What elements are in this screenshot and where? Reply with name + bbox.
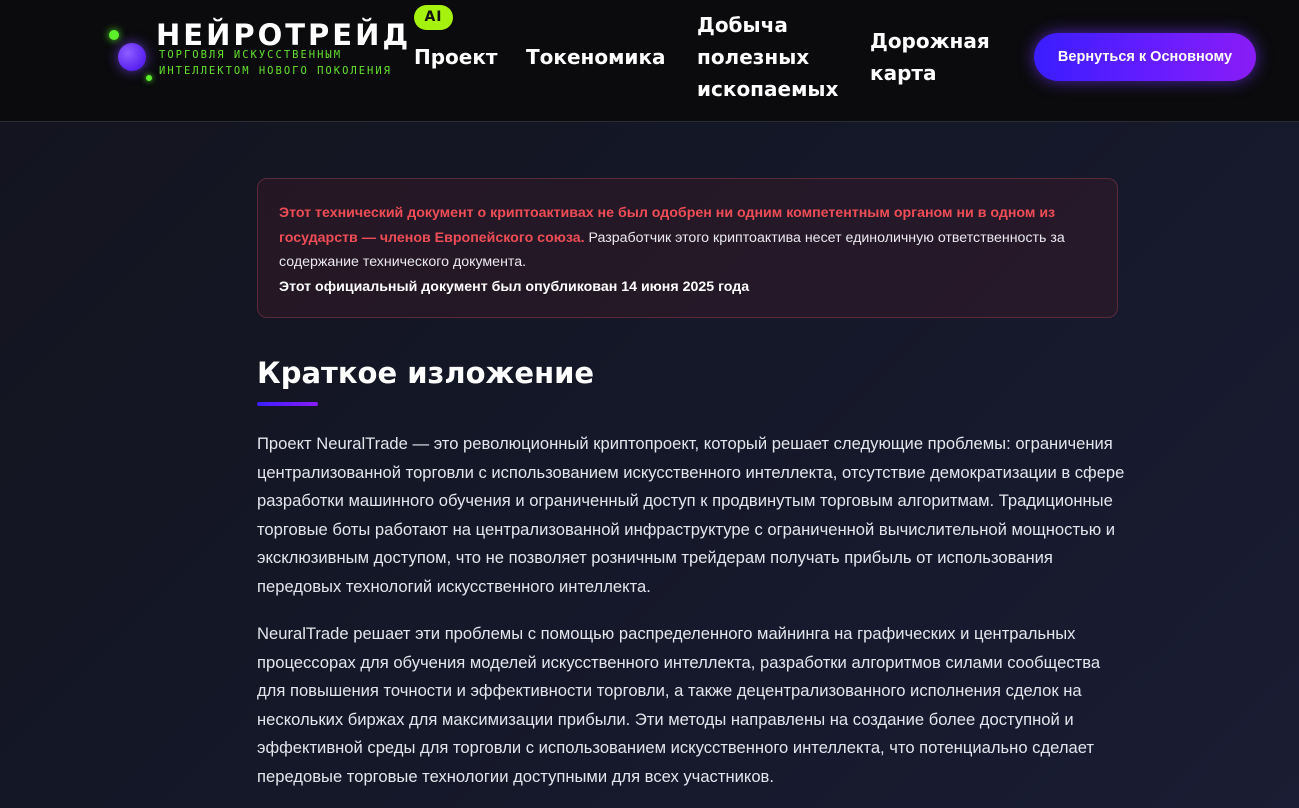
nav-link-roadmap[interactable]: Дорожная карта (870, 29, 990, 85)
section-title-summary: Краткое изложение (257, 356, 595, 390)
logo-subtitle: ТОРГОВЛЯ ИСКУССТВЕННЫМ ИНТЕЛЛЕКТОМ НОВОГО ПОКОЛЕНИЯ (159, 49, 393, 77)
warning-red-text: Этот технический документ о криптоактивах не был одобрен ни одним компетентным органом ни в одном из государств — членов Европейского союза. (279, 205, 1056, 246)
summary-paragraph-2: NeuralTrade решает эти проблемы с помощью распределенного майнинга на графических и центральных процессорах для обучения моделей искусственного интеллекта, разработки алгоритмов силами сообщества для повышения точности и эффективности торговли, а также децентрализованного исполнения сделок на нескольких биржах для максимизации прибыли. Эти методы направлены на создание более доступной и эффективной среды для торговли с использованием искусственного интеллекта, что потенциально сделает передовые торговые технологии доступными для всех участников. (257, 624, 1101, 786)
nav-link-tokenomics[interactable]: Токеномика (526, 45, 666, 69)
logo-title: НЕЙРОТРЕЙД (156, 18, 412, 52)
logo-dot-green-icon (109, 30, 119, 40)
logo-orb-icon (118, 43, 146, 71)
title-underline (257, 402, 318, 406)
logo-dot-small-icon (146, 75, 152, 81)
warning-normal-text: Разработчик этого криптоактива несет единоличную ответственность за содержание технического документа. (279, 229, 1065, 270)
back-to-main-button[interactable]: Вернуться к Основному (1034, 33, 1256, 81)
site-header (0, 0, 1299, 122)
nav-link-project[interactable]: Проект (414, 45, 498, 69)
summary-paragraph-1: Проект NeuralTrade — это революционный криптопроект, который решает следующие проблемы: ограничения централизованной торговли с использованием искусственного интеллекта, отсутствие демократизации в сфере разработки машинного обучения и ограниченный доступ к продвинутым торговым алгоритмам. Традиционные торговые боты работают на централизованной инфраструктуре с ограниченной вычислительной мощностью и эксклюзивным доступом, что не позволяет розничным трейдерам получать прибыль от использования передовых технологий искусственного интеллекта. (257, 434, 1125, 596)
ai-badge: AI (414, 5, 453, 30)
regulatory-warning-box (257, 178, 1118, 318)
logo[interactable] (106, 18, 412, 108)
published-date-text: Этот официальный документ был опубликован 14 июня 2025 года (279, 278, 750, 295)
nav-link-mining[interactable]: Добыча полезных ископаемых (697, 13, 839, 101)
